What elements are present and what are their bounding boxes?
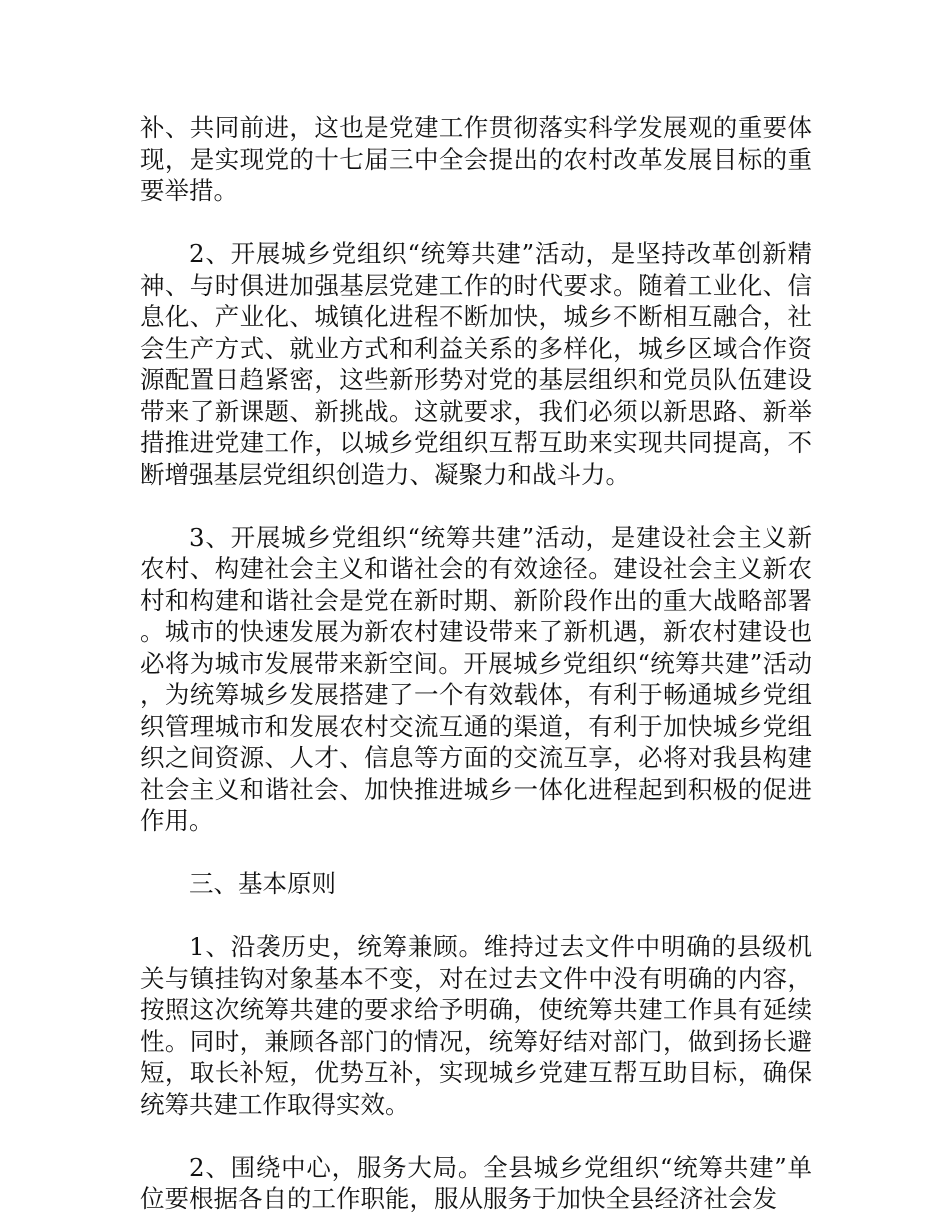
principle-item-1: 1、沿袭历史，统筹兼顾。维持过去文件中明确的县级机关与镇挂钩对象基本不变，对在过去文件中没有明确的内容，按照这次统筹共建的要求给予明确，使统筹共建工作具有延续性。同时，兼顾各部门的情况，统筹好结对部门，做到扬长避短，取长补短，优势互补，实现城乡党建互帮互助目标，确保统筹共建工作取得实效。: [140, 932, 812, 1119]
paragraph-item-2: 2、开展城乡党组织“统筹共建”活动，是坚持改革创新精神、与时俱进加强基层党建工作的时代要求。随着工业化、信息化、产业化、城镇化进程不断加快，城乡不断相互融合，社会生产方式、就业方式和利益关系的多样化，城乡区域合作资源配置日趋紧密，这些新形势对党的基层组织和党员队伍建设带来了新课题、新挑战。这就要求，我们必须以新思路、新举措推进党建工作，以城乡党组织互帮互助来实现共同提高，不断增强基层党组织创造力、凝聚力和战斗力。: [140, 239, 812, 489]
paragraph-continuation: 补、共同前进，这也是党建工作贯彻落实科学发展观的重要体现，是实现党的十七届三中全会提出的农村改革发展目标的重要举措。: [140, 113, 812, 205]
principle-item-2: 2、围绕中心，服务大局。全县城乡党组织“统筹共建”单位要根据各自的工作职能，服从服务于加快全县经济社会发: [140, 1152, 812, 1213]
document-body: [140, 112, 812, 1215]
section-heading-basic-principles: 三、基本原则: [189, 869, 336, 898]
paragraph-item-3: 3、开展城乡党组织“统筹共建”活动，是建设社会主义新农村、构建社会主义和谐社会的有效途径。建设社会主义新农村和构建和谐社会是党在新时期、新阶段作出的重大战略部署。城市的快速发展为新农村建设带来了新机遇，新农村建设也必将为城市发展带来新空间。开展城乡党组织“统筹共建”活动，为统筹城乡发展搭建了一个有效载体，有利于畅通城乡党组织管理城市和发展农村交流互通的渠道，有利于加快城乡党组织之间资源、人才、信息等方面的交流互享，必将对我县构建社会主义和谐社会、加快推进城乡一体化进程起到积极的促进作用。: [140, 522, 812, 835]
